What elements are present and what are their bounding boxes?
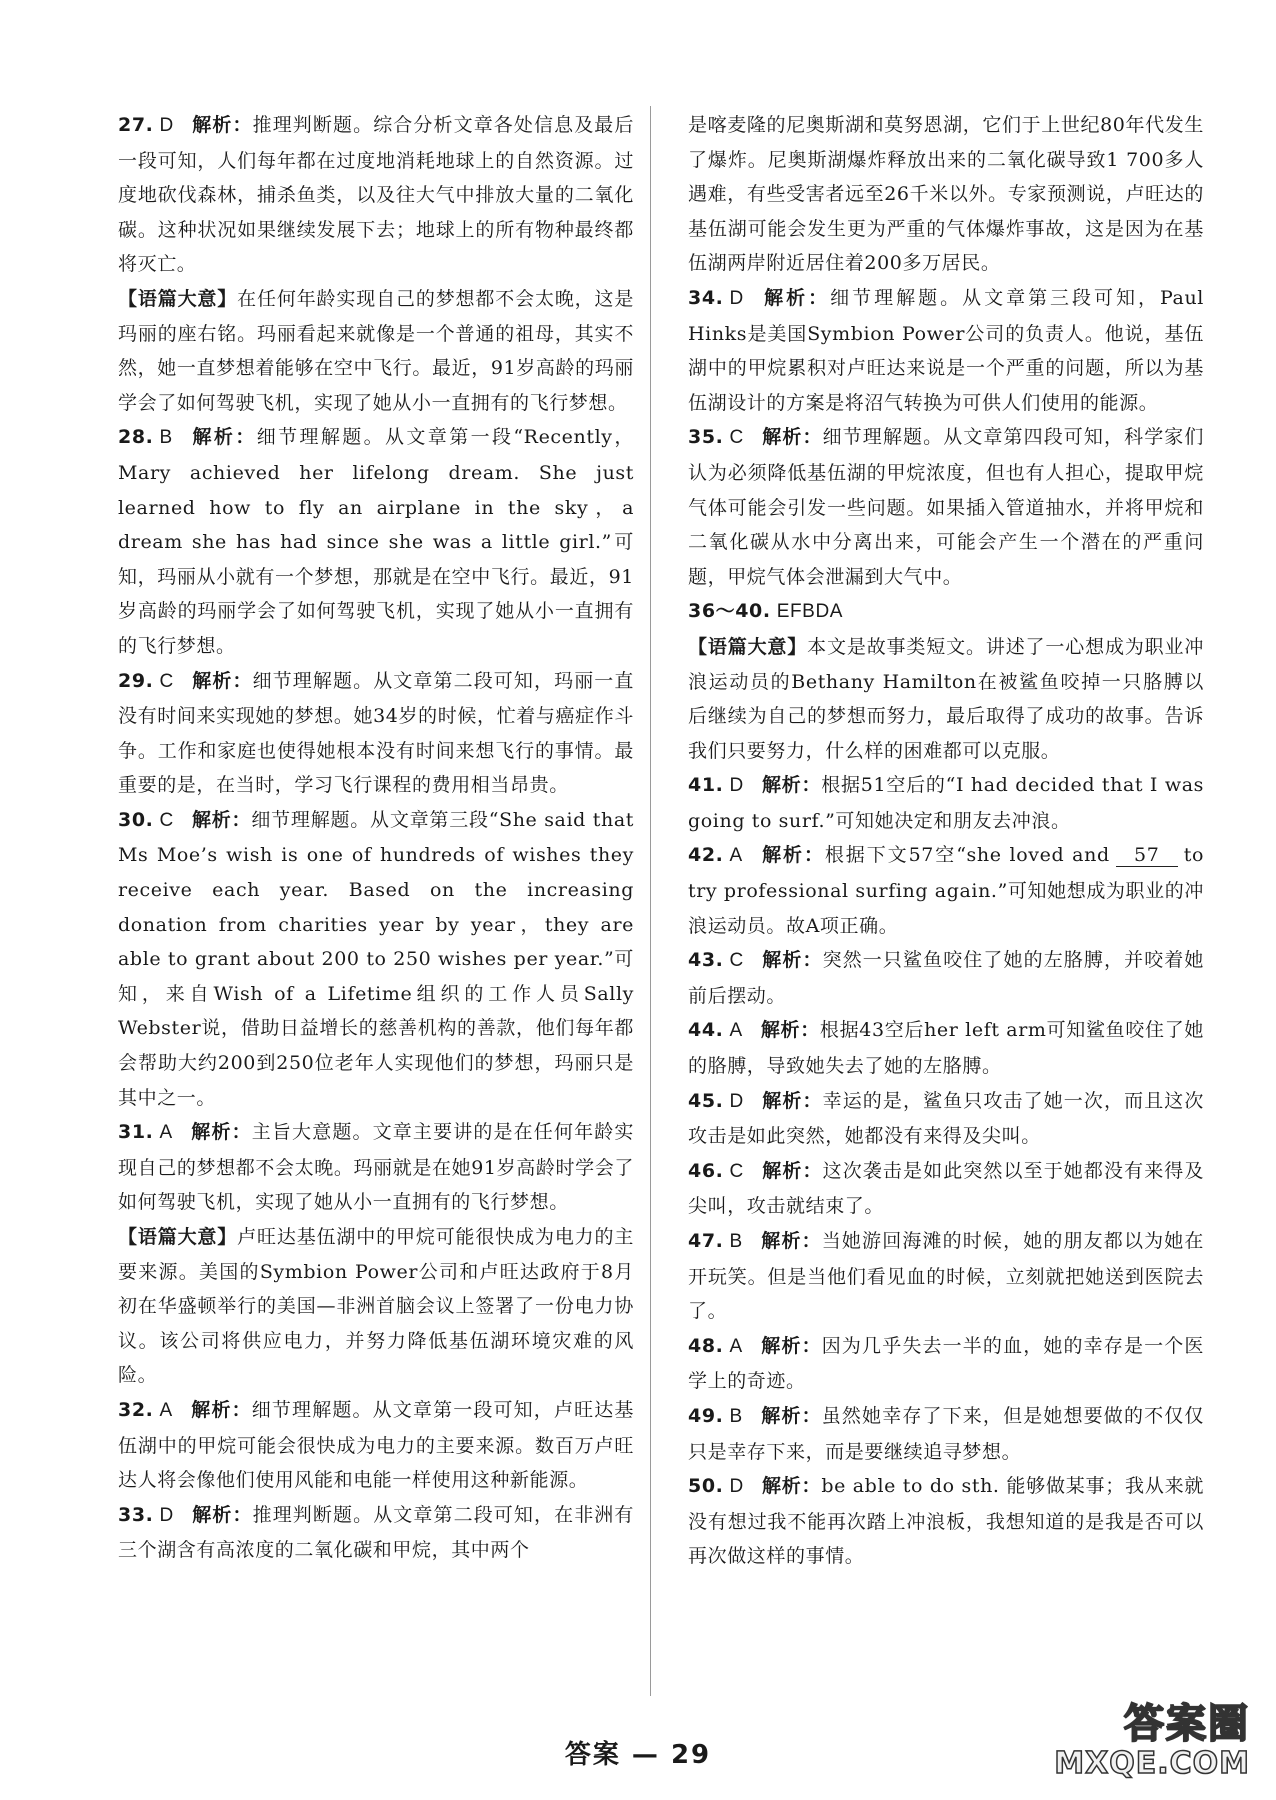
summary-label: 【语篇大意】 bbox=[118, 1226, 238, 1248]
question-number: 50. bbox=[688, 1475, 724, 1498]
answer-entry bbox=[688, 594, 1204, 630]
analysis-tag: 解析： bbox=[761, 426, 823, 449]
answer-letter: C bbox=[729, 427, 744, 449]
answer-letter: C bbox=[729, 1160, 744, 1182]
explanation-text: 细节理解题。从文章第三段可知，Paul Hinks是美国Symbion Power公司的负责人。他说，基伍湖中的甲烷累积对卢旺达来说是一个严重的问题，所以为基伍湖设计的方案是将沼气转换为可供人们使用的能源。 bbox=[688, 286, 1204, 414]
explanation-text: 主旨大意题。文章主要讲的是在任何年龄实现自己的梦想都不会太晚。玛丽就是在她91岁高龄时学会了如何驾驶飞机，实现了她从小一直拥有的飞行梦想。 bbox=[118, 1121, 634, 1214]
explanation-text: 这次袭击是如此突然以至于她都没有来得及尖叫，攻击就结束了。 bbox=[688, 1159, 1204, 1218]
explanation-text: 因为几乎失去一半的血，她的幸存是一个医学上的奇迹。 bbox=[688, 1334, 1204, 1393]
explanation-text: 本文是故事类短文。讲述了一心想成为职业冲浪运动员的Bethany Hamilton在被鲨鱼咬掉一只胳膊以后继续为自己的梦想而努力，最后取得了成功的故事。告诉我们只要努力，什么样的困难都可以克服。 bbox=[688, 635, 1204, 762]
explanation-text: 细节理解题。从文章第三段“She said that Ms Moe’s wish is one of hundreds of wishes they receive each year. Based on the increasing donation from charities year by year，they are able to grant about 200 to 250 wishes per year.”可知，来自Wish of a Lifetime组织的工作人员Sally Webster说，借助日益增长的慈善机构的善款，他们每年都会帮助大约200到250位老年人实现他们的梦想，玛丽只是其中之一。 bbox=[118, 808, 634, 1109]
answer-letter: A bbox=[729, 1335, 743, 1357]
question-number: 29. bbox=[118, 669, 154, 692]
continued-text bbox=[688, 108, 1204, 281]
answer-letter: A bbox=[159, 1122, 173, 1144]
answer-letter: D bbox=[729, 1476, 744, 1498]
answer-entry bbox=[688, 1013, 1204, 1083]
answer-letter: B bbox=[729, 1405, 743, 1427]
analysis-tag: 解析： bbox=[761, 774, 822, 797]
question-number: 28. bbox=[118, 426, 154, 449]
answer-entry bbox=[688, 838, 1204, 943]
answer-letter: A bbox=[159, 1399, 173, 1421]
analysis-tag: 解析： bbox=[761, 1475, 822, 1498]
explanation-text: to try professional surfing again.”可知她想成为职业的冲浪运动员。故A项正确。 bbox=[688, 844, 1204, 937]
answer-letter: C bbox=[159, 670, 174, 692]
column-divider bbox=[650, 106, 651, 1696]
explanation-text: 幸运的是，鲨鱼只攻击了她一次，而且这次攻击是如此突然，她都没有来得及尖叫。 bbox=[688, 1089, 1204, 1148]
answer-letter: D bbox=[729, 775, 744, 797]
question-number: 47. bbox=[688, 1230, 724, 1252]
answer-entry bbox=[688, 1154, 1204, 1224]
explanation-text: 当她游回海滩的时候，她的朋友都以为她在开玩笑。但是当他们看见血的时候，立刻就把她送到医院去了。 bbox=[688, 1230, 1204, 1323]
explanation-text: 根据下文57空“she loved and bbox=[824, 844, 1110, 867]
explanation-text: 细节理解题。从文章第一段“Recently，Mary achieved her lifelong dream. She just learned how to fly an airplane in the sky，a dream she has had since she was a little girl.”可知，玛丽从小就有一个梦想，那就是在空中飞行。最近，91岁高龄的玛丽学会了如何驾驶飞机，实现了她从小一直拥有的飞行梦想。 bbox=[118, 426, 634, 657]
analysis-tag: 解析： bbox=[761, 286, 831, 309]
question-number: 35. bbox=[688, 426, 724, 449]
analysis-tag: 解析： bbox=[191, 808, 252, 831]
answer-entry bbox=[118, 1498, 634, 1568]
answer-entry bbox=[118, 420, 634, 663]
answer-letter: B bbox=[159, 427, 173, 449]
answer-entry bbox=[688, 1329, 1204, 1399]
page-number-label: 答案 — 29 bbox=[564, 1740, 712, 1770]
analysis-tag: 解析： bbox=[760, 1230, 822, 1252]
analysis-tag: 解析： bbox=[761, 1089, 823, 1112]
explanation-text: 推理判断题。从文章第二段可知，在非洲有三个湖含有高浓度的二氧化碳和甲烷，其中两个 bbox=[118, 1503, 634, 1562]
answer-letter: A bbox=[729, 845, 743, 867]
analysis-tag: 解析： bbox=[761, 949, 823, 972]
answer-letter: EFBDA bbox=[776, 601, 844, 623]
explanation-text: 根据43空后her left arm可知鲨鱼咬住了她的胳膊，导致她失去了她的左胳膊。 bbox=[688, 1019, 1204, 1078]
passage-summary bbox=[118, 282, 634, 420]
passage-summary bbox=[688, 630, 1204, 768]
explanation-text: 卢旺达基伍湖中的甲烷可能很快成为电力的主要来源。美国的Symbion Power公司和卢旺达政府于8月初在华盛顿举行的美国—非洲首脑会议上签署了一份电力协议。该公司将供应电力，并努力降低基伍湖环境灾难的风险。 bbox=[118, 1226, 634, 1387]
question-number: 48. bbox=[688, 1334, 724, 1357]
analysis-tag: 解析： bbox=[191, 1503, 253, 1526]
answer-entry bbox=[688, 1224, 1204, 1329]
question-number: 43. bbox=[688, 949, 724, 972]
answer-entry bbox=[688, 943, 1204, 1013]
question-number: 44. bbox=[688, 1019, 724, 1042]
analysis-tag: 解析： bbox=[190, 1398, 252, 1421]
left-column bbox=[118, 108, 634, 1568]
question-number: 42. bbox=[688, 844, 724, 867]
summary-label: 【语篇大意】 bbox=[118, 287, 238, 310]
analysis-tag: 解析： bbox=[760, 1019, 820, 1042]
answer-entry bbox=[688, 420, 1204, 594]
analysis-tag: 解析： bbox=[191, 114, 253, 136]
explanation-text: 在任何年龄实现自己的梦想都不会太晚，这是玛丽的座右铭。玛丽看起来就像是一个普通的祖母，其实不然，她一直梦想着能够在空中飞行。最近，91岁高龄的玛丽学会了如何驾驶飞机，实现了她从小一直拥有的飞行梦想。 bbox=[118, 287, 634, 414]
analysis-tag: 解析： bbox=[191, 669, 253, 692]
blank-number: 57 bbox=[1116, 844, 1178, 867]
answer-entry bbox=[118, 1115, 634, 1220]
answer-entry bbox=[118, 664, 634, 803]
right-column bbox=[688, 108, 1204, 1574]
answer-letter: D bbox=[729, 287, 744, 309]
question-number: 49. bbox=[688, 1404, 724, 1427]
analysis-tag: 解析： bbox=[760, 844, 825, 867]
question-number: 33. bbox=[118, 1503, 154, 1526]
question-number: 41. bbox=[688, 774, 724, 797]
answer-letter: A bbox=[729, 1020, 743, 1042]
site-watermark-logo bbox=[1040, 1692, 1260, 1792]
answer-entry bbox=[688, 281, 1204, 420]
analysis-tag: 解析： bbox=[190, 426, 257, 449]
answer-letter: C bbox=[159, 809, 174, 831]
answer-letter: D bbox=[159, 1504, 174, 1526]
explanation-text: 是喀麦隆的尼奥斯湖和莫努恩湖，它们于上世纪80年代发生了爆炸。尼奥斯湖爆炸释放出来的二氧化碳导致1 700多人遇难，有些受害者远至26千米以外。专家预测说，卢旺达的基伍湖可能会发生更为严重的气体爆炸事故，这是因为在基伍湖两岸附近居住着200多万居民。 bbox=[688, 114, 1204, 275]
answer-letter: C bbox=[729, 950, 744, 972]
answer-entry bbox=[118, 108, 634, 282]
explanation-text: 细节理解题。从文章第二段可知，玛丽一直没有时间来实现她的梦想。她34岁的时候，忙着与癌症作斗争。工作和家庭也使得她根本没有时间来想飞行的事情。最重要的是，在当时，学习飞行课程的费用相当昂贵。 bbox=[118, 669, 634, 797]
explanation-text: 突然一只鲨鱼咬住了她的左胳膊，并咬着她前后摆动。 bbox=[688, 949, 1204, 1007]
question-number: 31. bbox=[118, 1121, 154, 1144]
analysis-tag: 解析： bbox=[760, 1334, 822, 1357]
explanation-text: 根据51空后的“I had decided that I was going to surf.”可知她决定和朋友去冲浪。 bbox=[688, 774, 1204, 832]
question-number: 34. bbox=[688, 286, 724, 309]
explanation-text: 细节理解题。从文章第一段可知，卢旺达基伍湖中的甲烷可能会很快成为电力的主要来源。数百万卢旺达人将会像他们使用风能和电能一样使用这种新能源。 bbox=[118, 1398, 634, 1492]
answer-entry bbox=[688, 768, 1204, 838]
watermark-top-text: 答案圈 bbox=[1124, 1701, 1250, 1747]
answer-entry bbox=[688, 1469, 1204, 1574]
answer-entry bbox=[688, 1084, 1204, 1154]
analysis-tag: 解析： bbox=[761, 1159, 823, 1182]
watermark-bottom-text: MXQE.COM bbox=[1054, 1746, 1250, 1781]
summary-label: 【语篇大意】 bbox=[688, 635, 808, 658]
answer-entry bbox=[688, 1399, 1204, 1469]
analysis-tag: 解析： bbox=[190, 1121, 252, 1144]
analysis-tag: 解析： bbox=[760, 1404, 822, 1427]
answer-letter: B bbox=[729, 1231, 743, 1252]
explanation-text: be able to do sth. 能够做某事；我从来就没有想过我不能再次踏上冲浪板，我想知道的是我是否可以再次做这样的事情。 bbox=[688, 1475, 1204, 1568]
question-number: 32. bbox=[118, 1398, 154, 1421]
answer-entry bbox=[118, 1393, 634, 1498]
question-number: 45. bbox=[688, 1089, 724, 1112]
answer-entry bbox=[118, 803, 634, 1115]
question-number: 36～40. bbox=[688, 600, 771, 623]
explanation-text: 虽然她幸存了下来，但是她想要做的不仅仅只是幸存下来，而是要继续追寻梦想。 bbox=[688, 1404, 1204, 1463]
answer-letter: D bbox=[729, 1090, 744, 1112]
explanation-text: 推理判断题。综合分析文章各处信息及最后一段可知，人们每年都在过度地消耗地球上的自然资源。过度地砍伐森林，捕杀鱼类，以及往大气中排放大量的二氧化碳。这种状况如果继续发展下去；地球上的所有物种最终都将灭亡。 bbox=[118, 114, 634, 276]
question-number: 27. bbox=[118, 114, 154, 136]
answer-letter: D bbox=[159, 115, 174, 136]
question-number: 30. bbox=[118, 808, 154, 831]
question-number: 46. bbox=[688, 1159, 724, 1182]
explanation-text: 细节理解题。从文章第四段可知，科学家们认为必须降低基伍湖的甲烷浓度，但也有人担心，提取甲烷气体可能会引发一些问题。如果插入管道抽水，并将甲烷和二氧化碳从水中分离出来，可能会产生一个潜在的严重问题，甲烷气体会泄漏到大气中。 bbox=[688, 426, 1204, 588]
passage-summary bbox=[118, 1220, 634, 1393]
